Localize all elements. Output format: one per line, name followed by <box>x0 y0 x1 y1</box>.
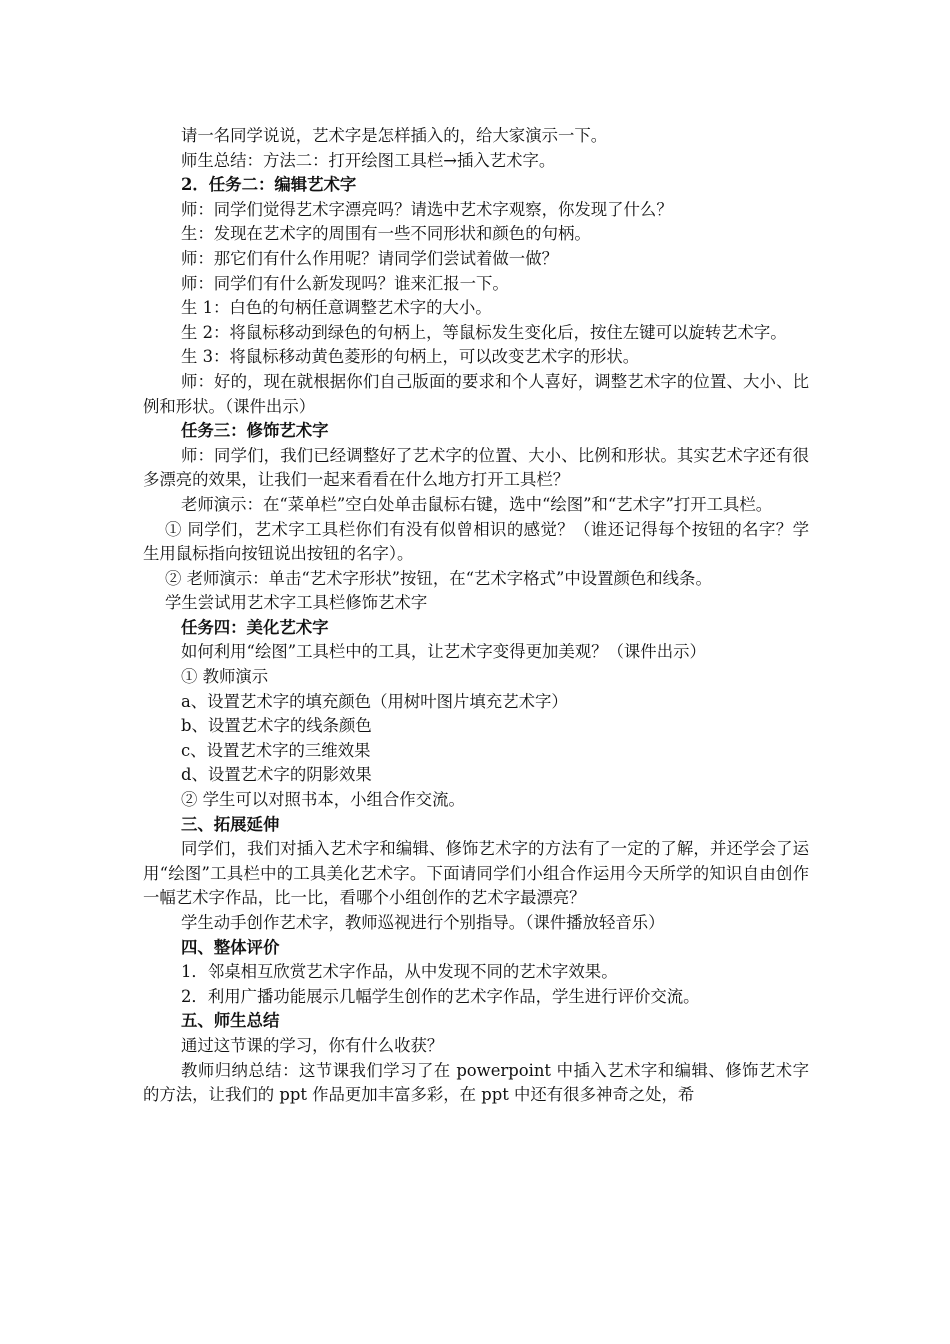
paragraph: 同学们，我们对插入艺术字和编辑、修饰艺术字的方法有了一定的了解，并还学会了运用“绘图”工具栏中的工具美化艺术字。下面请同学们小组合作运用今天所学的知识自由创作一幅艺术字作品，比一比，看哪个小组创作的艺术字最漂亮？ <box>143 839 809 908</box>
paragraph: 1．邻桌相互欣赏艺术字作品，从中发现不同的艺术字效果。 <box>181 962 618 982</box>
paragraph: ② 老师演示：单击“艺术字形状”按钮，在“艺术字格式”中设置颜色和线条。 <box>165 568 712 588</box>
paragraph: c、设置艺术字的三维效果 <box>181 740 371 760</box>
paragraph: 学生尝试用艺术字工具栏修饰艺术字 <box>165 593 428 613</box>
paragraph: ① 教师演示 <box>181 667 269 687</box>
paragraph: 教师归纳总结：这节课我们学习了在 powerpoint 中插入艺术字和编辑、修饰艺术字的方法，让我们的 ppt 作品更加丰富多彩，在 ppt 中还有很多神奇之处，希 <box>143 1060 809 1105</box>
paragraph: 请一名同学说说，艺术字是怎样插入的，给大家演示一下。 <box>181 126 608 145</box>
paragraph: 通过这节课的学习，你有什么收获？ <box>181 1035 444 1055</box>
paragraph: 生 3：将鼠标移动黄色菱形的句柄上，可以改变艺术字的形状。 <box>181 347 640 367</box>
paragraph: d、设置艺术字的阴影效果 <box>181 765 372 785</box>
paragraph: b、设置艺术字的线条颜色 <box>181 716 372 736</box>
section-heading: 五、师生总结 <box>181 1011 280 1031</box>
paragraph: ② 学生可以对照书本，小组合作交流。 <box>181 790 465 810</box>
paragraph: 生 1：白色的句柄任意调整艺术字的大小。 <box>181 298 492 318</box>
section-heading: 任务三：修饰艺术字 <box>181 421 329 441</box>
paragraph: 生 2：将鼠标移动到绿色的句柄上，等鼠标发生变化后，按住左键可以旋转艺术字。 <box>181 322 787 342</box>
paragraph: 师生总结：方法二：打开绘图工具栏→插入艺术字。 <box>181 150 556 170</box>
paragraph: 老师演示：在“菜单栏”空白处单击鼠标右键，选中“绘图”和“艺术字”打开工具栏。 <box>181 494 773 514</box>
section-heading: 三、拓展延伸 <box>181 814 280 834</box>
document-page <box>143 124 809 1108</box>
section-heading: 任务四：美化艺术字 <box>181 617 329 637</box>
section-heading: 四、整体评价 <box>181 937 280 957</box>
paragraph: 2．利用广播功能展示几幅学生创作的艺术字作品，学生进行评价交流。 <box>181 986 700 1006</box>
paragraph: 如何利用“绘图”工具栏中的工具，让艺术字变得更加美观？（课件出示） <box>181 642 706 662</box>
paragraph: 师：同学们觉得艺术字漂亮吗？请选中艺术字观察，你发现了什么？ <box>181 199 673 219</box>
paragraph: 生：发现在艺术字的周围有一些不同形状和颜色的句柄。 <box>181 224 591 244</box>
section-heading: 2．任务二：编辑艺术字 <box>181 175 357 195</box>
paragraph: 师：同学们有什么新发现吗？谁来汇报一下。 <box>181 273 509 293</box>
paragraph: 学生动手创作艺术字，教师巡视进行个别指导。（课件播放轻音乐） <box>181 913 665 932</box>
paragraph: a、设置艺术字的填充颜色（用树叶图片填充艺术字） <box>181 691 568 711</box>
paragraph: 师：好的，现在就根据你们自己版面的要求和个人喜好，调整艺术字的位置、大小、比例和形状。（课件出示） <box>143 371 809 416</box>
paragraph: 师：同学们，我们已经调整好了艺术字的位置、大小、比例和形状。其实艺术字还有很多漂亮的效果，让我们一起来看看在什么地方打开工具栏？ <box>143 445 809 490</box>
paragraph: ① 同学们，艺术字工具栏你们有没有似曾相识的感觉？（谁还记得每个按钮的名字？学生用鼠标指向按钮说出按钮的名字）。 <box>143 519 809 564</box>
paragraph: 师：那它们有什么作用呢？请同学们尝试着做一做？ <box>181 248 558 268</box>
